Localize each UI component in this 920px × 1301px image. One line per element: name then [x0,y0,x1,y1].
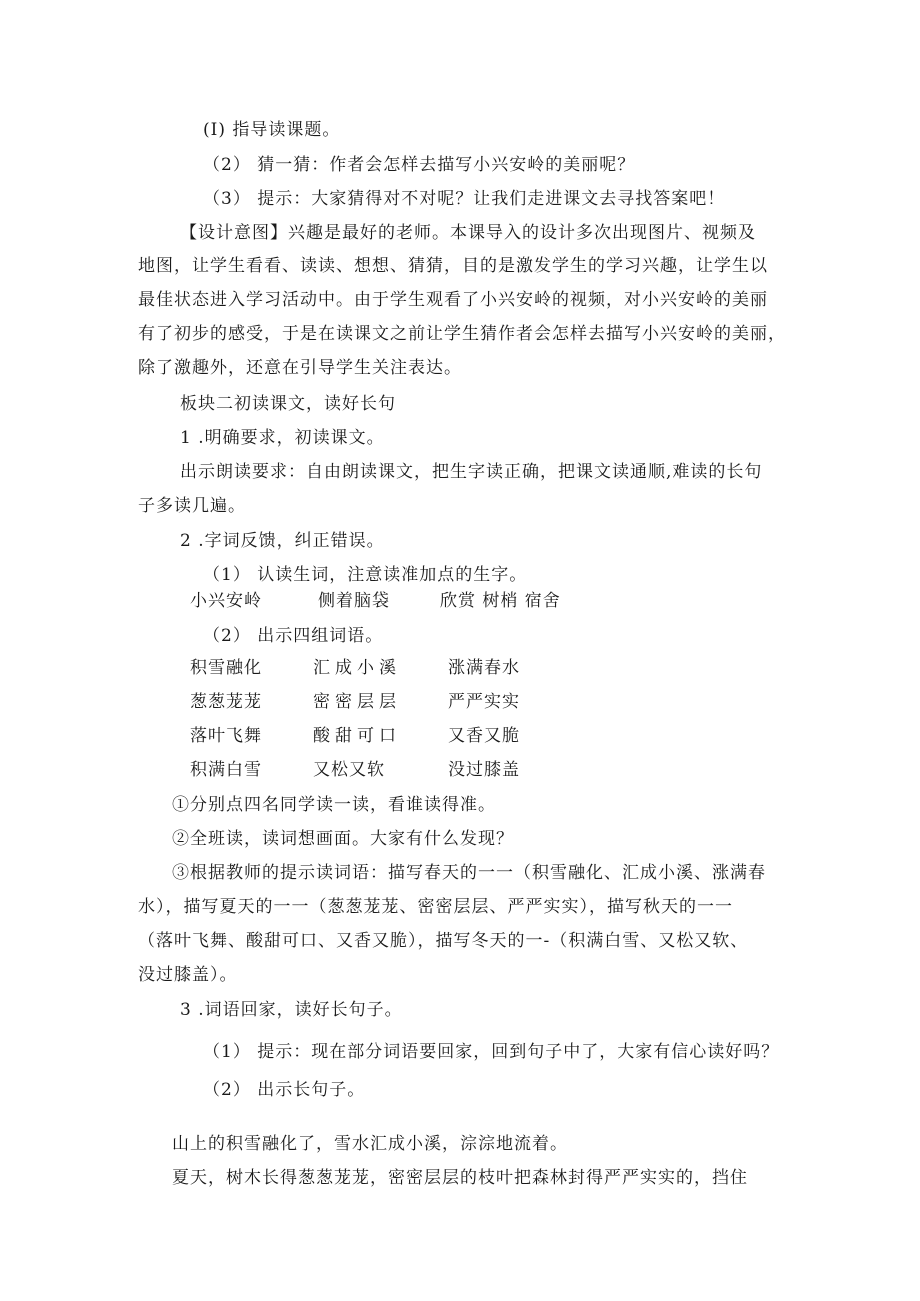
word-group-cell: 又松又软 [313,760,385,780]
step3-sub1: （1） 提示：现在部分词语要回家，回到句子中了，大家有信心读好吗？ [203,1042,780,1062]
activity-line: ①分别点四名同学读一读，看谁读得准。 [172,795,496,815]
word-group-cell: 积雪融化 [190,658,262,678]
new-word: 欣赏 树梢 宿舍 [440,591,561,611]
step2-sub1: （1） 认读生词，注意读准加点的生字。 [203,565,528,585]
word-group-cell: 严严实实 [448,692,520,712]
step2-sub2: （2） 出示四组词语。 [203,626,384,646]
new-word: 侧着脑袋 [318,591,390,611]
step1-line: 子多读几遍。 [138,496,246,516]
step1-heading: 1 .明确要求，初读课文。 [180,428,385,448]
sentence-line: 山上的积雪融化了，雪水汇成小溪，淙淙地流着。 [172,1134,568,1154]
word-group-cell: 没过膝盖 [448,760,520,780]
step1-line: 出示朗读要求：自由朗读课文，把生字读正确，把课文读通顺,难读的长句 [180,462,763,482]
design-intent-line: 【设计意图】兴趣是最好的老师。本课导入的设计多次出现图片、视频及 [180,223,756,243]
activity3-line: （落叶飞舞、酸甜可口、又香又脆），描写冬天的一-（积满白雪、又松又软、 [138,931,749,951]
activity3-line: 没过膝盖）。 [138,965,238,985]
activity-line: ②全班读，读词想画面。大家有什么发现？ [172,829,514,849]
step-hint: （3） 提示：大家猜得对不对呢？让我们走进课文去寻找答案吧！ [203,189,726,209]
word-group-cell: 落叶飞舞 [190,726,262,746]
activity3-line: ③根据教师的提示读词语：描写春天的一一（积雪融化、汇成小溪、涨满春 [172,863,766,883]
new-word: 小兴安岭 [190,591,262,611]
step2-heading: 2 .字词反馈，纠正错误。 [180,531,385,551]
sentence-line: 夏天，树木长得葱葱茏茏，密密层层的枝叶把森林封得严严实实的，挡住 [172,1168,748,1188]
step3-sub2: （2） 出示长句子。 [203,1080,366,1100]
word-group-cell: 积满白雪 [190,760,262,780]
section-title: 板块二初读课文，读好长句 [180,394,396,414]
word-group-cell: 酸甜可口 [313,726,401,746]
activity3-line: 水），描写夏天的一一（葱葱茏茏、密密层层、严严实实），描写秋天的一一 [138,897,733,917]
word-group-cell: 涨满春水 [448,658,520,678]
word-group-cell: 又香又脆 [448,726,520,746]
step3-heading: 3 .词语回家，读好长句子。 [180,1000,403,1020]
design-intent-line: 有了初步的感受，于是在读课文之前让学生猜作者会怎样去描写小兴安岭的美丽， [138,324,786,344]
word-group-cell: 密密层层 [313,692,401,712]
design-intent-line: 地图，让学生看看、读读、想想、猜猜，目的是激发学生的学习兴趣，让学生以 [138,256,768,276]
word-group-cell: 葱葱茏茏 [190,692,262,712]
step-read-title: (I) 指导读课题。 [203,120,341,140]
design-intent-line: 除了激趣外，还意在引导学生关注表达。 [138,358,462,378]
word-group-cell: 汇成小溪 [313,658,401,678]
design-intent-line: 最佳状态进入学习活动中。由于学生观看了小兴安岭的视频，对小兴安岭的美丽 [138,290,768,310]
step-guess: （2） 猜一猜：作者会怎样去描写小兴安岭的美丽呢？ [203,155,636,175]
